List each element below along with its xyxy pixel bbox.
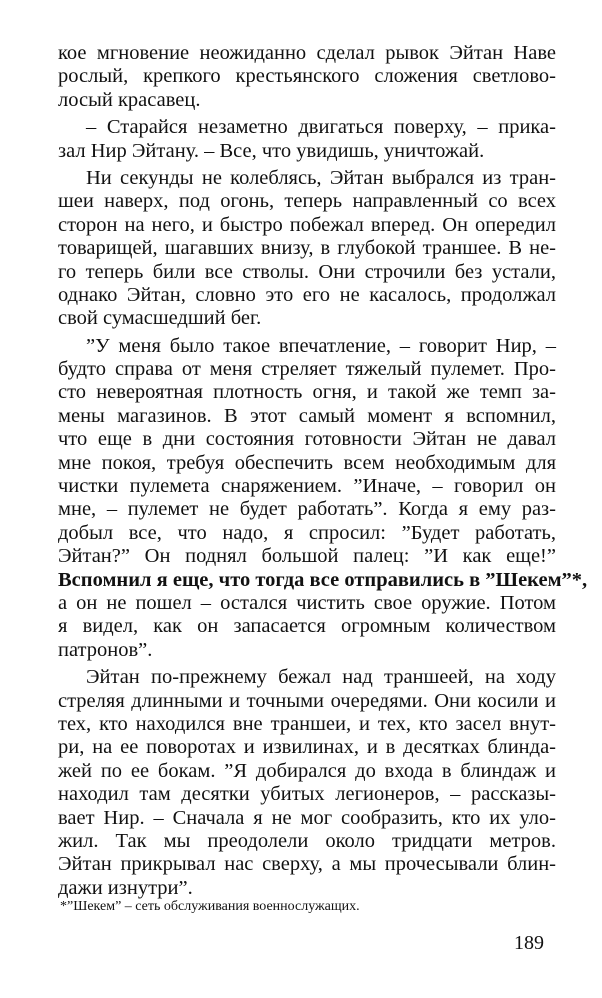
- text-line: я видел, как он запасается огромным количеством: [58, 615, 556, 638]
- text-line: добыл все, что надо, я спросил: ”Будет работать,: [58, 521, 556, 544]
- text-line: лосый красавец.: [58, 88, 201, 111]
- text-line: ”У меня было такое впечатление, – говорит Нир, –: [86, 334, 556, 357]
- text-line: находил там десятки убитых легионеров, – рассказы-: [58, 783, 556, 806]
- text-line: а он не пошел – остался чистить свое оружие. Потом: [58, 591, 556, 614]
- text-line: чистки пулемета снаряжением. ”Иначе, – говорил он: [58, 475, 556, 498]
- text-line: что еще в дни состояния готовности Эйтан не давал: [58, 428, 556, 451]
- page-number: 189: [514, 932, 544, 954]
- text-line: Эйтан прикрывал нас сверху, а мы прочесывали блин-: [58, 853, 556, 876]
- text-line: жей по ее бокам. ”Я добирался до входа в блиндаж и: [58, 759, 556, 782]
- text-line: мены магазинов. В этот самый момент я вспомнил,: [58, 404, 556, 427]
- text-line: Эйтан по-прежнему бежал над траншеей, на ходу: [86, 666, 556, 689]
- text-line: жил. Так мы преодолели около тридцати метров.: [58, 829, 556, 852]
- text-line: товарищей, шагавших внизу, в глубокой траншее. В не-: [58, 237, 556, 260]
- text-line: стреляя длинными и точными очередями. Они косили и: [58, 689, 556, 712]
- text-line: сто невероятная плотность огня, и такой же темп за-: [58, 381, 556, 404]
- text-line: мне, – пулемет не будет работать”. Когда я ему раз-: [58, 498, 556, 521]
- text-line: ри, на ее поворотах и извилинах, и в десятках блинда-: [58, 736, 556, 759]
- text-line: Эйтан?” Он поднял большой палец: ”И как еще!”: [58, 545, 556, 568]
- footnote: *”Шекем” – сеть обслуживания военнослужащих.: [60, 899, 360, 914]
- body-text: [58, 42, 588, 900]
- text-line: свой сумасшедший бег.: [58, 307, 262, 330]
- text-line: вает Нир. – Сначала я не мог сообразить, кто их уло-: [58, 806, 556, 829]
- text-line: однако Эйтан, словно это его не касалось, продолжал: [58, 283, 556, 306]
- text-line: шеи наверх, под огонь, теперь направленный со всех: [58, 190, 556, 213]
- text-line: патронов”.: [58, 638, 153, 661]
- text-line: Ни секунды не колеблясь, Эйтан выбрался из тран-: [86, 166, 556, 189]
- text-line: будто справа от меня стреляет тяжелый пулемет. Про-: [58, 358, 556, 381]
- text-line: зал Нир Эйтану. – Все, что увидишь, уничтожай.: [58, 139, 485, 162]
- text-line: – Старайся незаметно двигаться поверху, – прика-: [86, 116, 556, 139]
- text-line: дажи изнутри”.: [58, 876, 193, 899]
- text-line: тех, кто находился вне траншеи, и тех, кто засел внут-: [58, 712, 556, 735]
- text-line: рослый, крепкого крестьянского сложения светлово-: [58, 65, 556, 88]
- text-line: го теперь били все стволы. Они строчили без устали,: [58, 260, 556, 283]
- text-line: сторон на него, и быстро побежал вперед. Он опередил: [58, 213, 556, 236]
- text-line: Вспомнил я еще, что тогда все отправились в ”Шекем”*,: [58, 568, 588, 591]
- text-line: кое мгновение неожиданно сделал рывок Эйтан Наве: [58, 42, 556, 64]
- text-line: мне покоя, требуя обеспечить всем необходимым для: [58, 451, 556, 474]
